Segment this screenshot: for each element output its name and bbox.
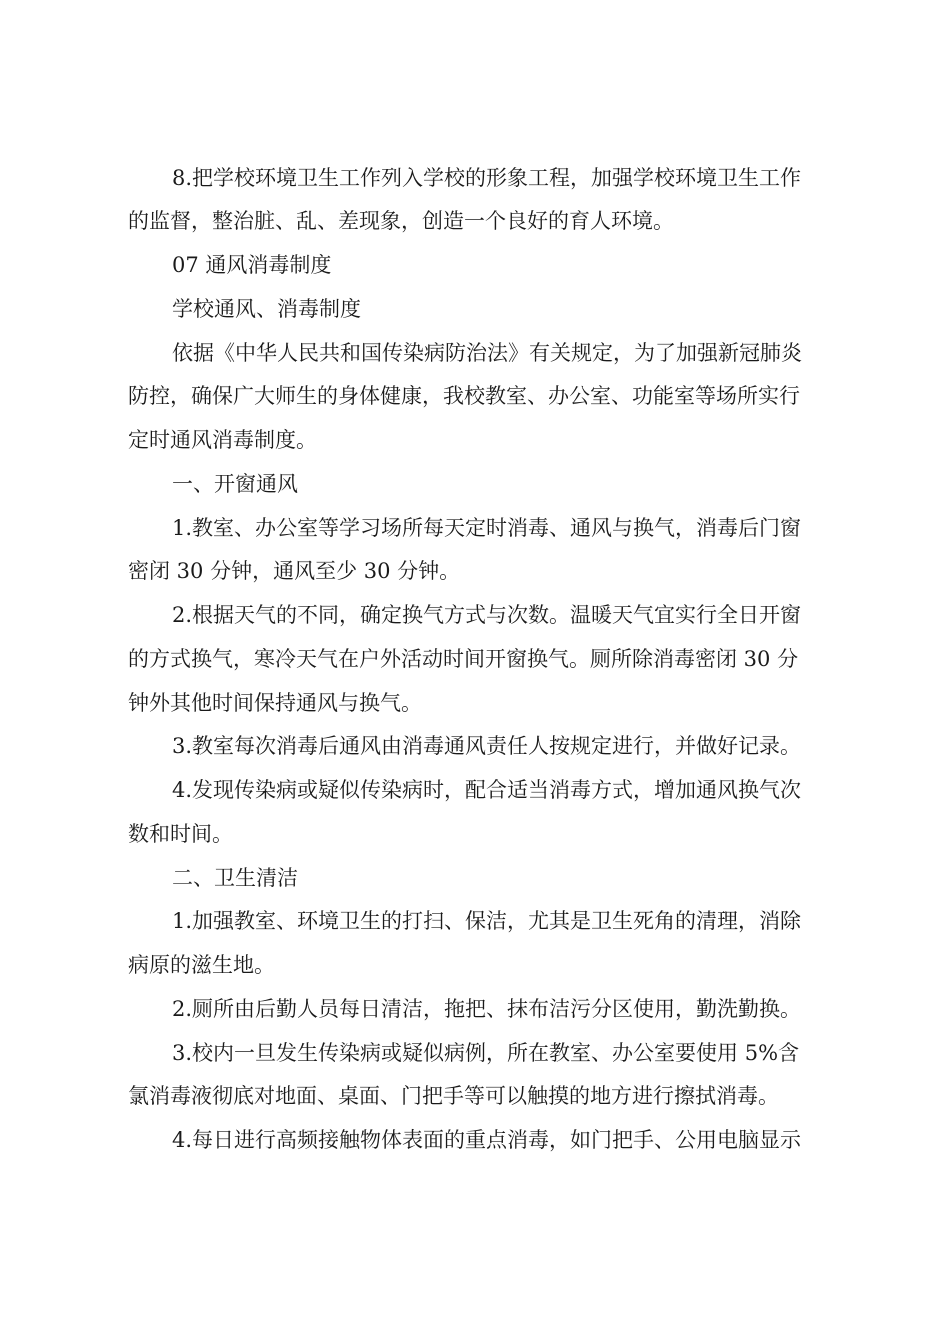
paragraph-line: 氯消毒液彻底对地面、桌面、门把手等可以触摸的地方进行擦拭消毒。 xyxy=(128,1084,779,1108)
paragraph-line: 2.根据天气的不同，确定换气方式与次数。温暖天气宜实行全日开窗 xyxy=(172,603,802,627)
paragraph-line: 8.把学校环境卫生工作列入学校的形象工程，加强学校环境卫生工作 xyxy=(172,166,802,190)
paragraph-line: 的方式换气，寒冷天气在户外活动时间开窗换气。厕所除消毒密闭 30 分 xyxy=(128,647,799,671)
section-heading: 07 通风消毒制度 xyxy=(172,253,332,277)
paragraph-line: 3.校内一旦发生传染病或疑似病例，所在教室、办公室要使用 5%含 xyxy=(172,1041,800,1065)
paragraph-line: 钟外其他时间保持通风与换气。 xyxy=(128,691,422,715)
paragraph-line: 数和时间。 xyxy=(128,822,233,846)
paragraph-line: 1.加强教室、环境卫生的打扫、保洁，尤其是卫生死角的清理，消除 xyxy=(172,909,802,933)
section-heading: 一、开窗通风 xyxy=(172,472,298,496)
paragraph-line: 防控，确保广大师生的身体健康，我校教室、办公室、功能室等场所实行 xyxy=(128,384,800,408)
paragraph-line: 4.发现传染病或疑似传染病时，配合适当消毒方式，增加通风换气次 xyxy=(172,778,802,802)
paragraph-line: 的监督，整治脏、乱、差现象，创造一个良好的育人环境。 xyxy=(128,209,674,233)
paragraph-line: 2.厕所由后勤人员每日清洁，拖把、抹布洁污分区使用，勤洗勤换。 xyxy=(172,997,802,1021)
document-title: 学校通风、消毒制度 xyxy=(172,297,361,321)
paragraph-line: 依据《中华人民共和国传染病防治法》有关规定，为了加强新冠肺炎 xyxy=(172,341,802,365)
paragraph-line: 病原的滋生地。 xyxy=(128,953,275,977)
paragraph-line: 1.教室、办公室等学习场所每天定时消毒、通风与换气，消毒后门窗 xyxy=(172,516,802,540)
section-heading: 二、卫生清洁 xyxy=(172,866,298,890)
paragraph-line: 密闭 30 分钟，通风至少 30 分钟。 xyxy=(128,559,461,583)
paragraph-line: 3.教室每次消毒后通风由消毒通风责任人按规定进行，并做好记录。 xyxy=(172,734,802,758)
paragraph-line: 定时通风消毒制度。 xyxy=(128,428,317,452)
paragraph-line: 4.每日进行高频接触物体表面的重点消毒，如门把手、公用电脑显示 xyxy=(172,1128,802,1152)
